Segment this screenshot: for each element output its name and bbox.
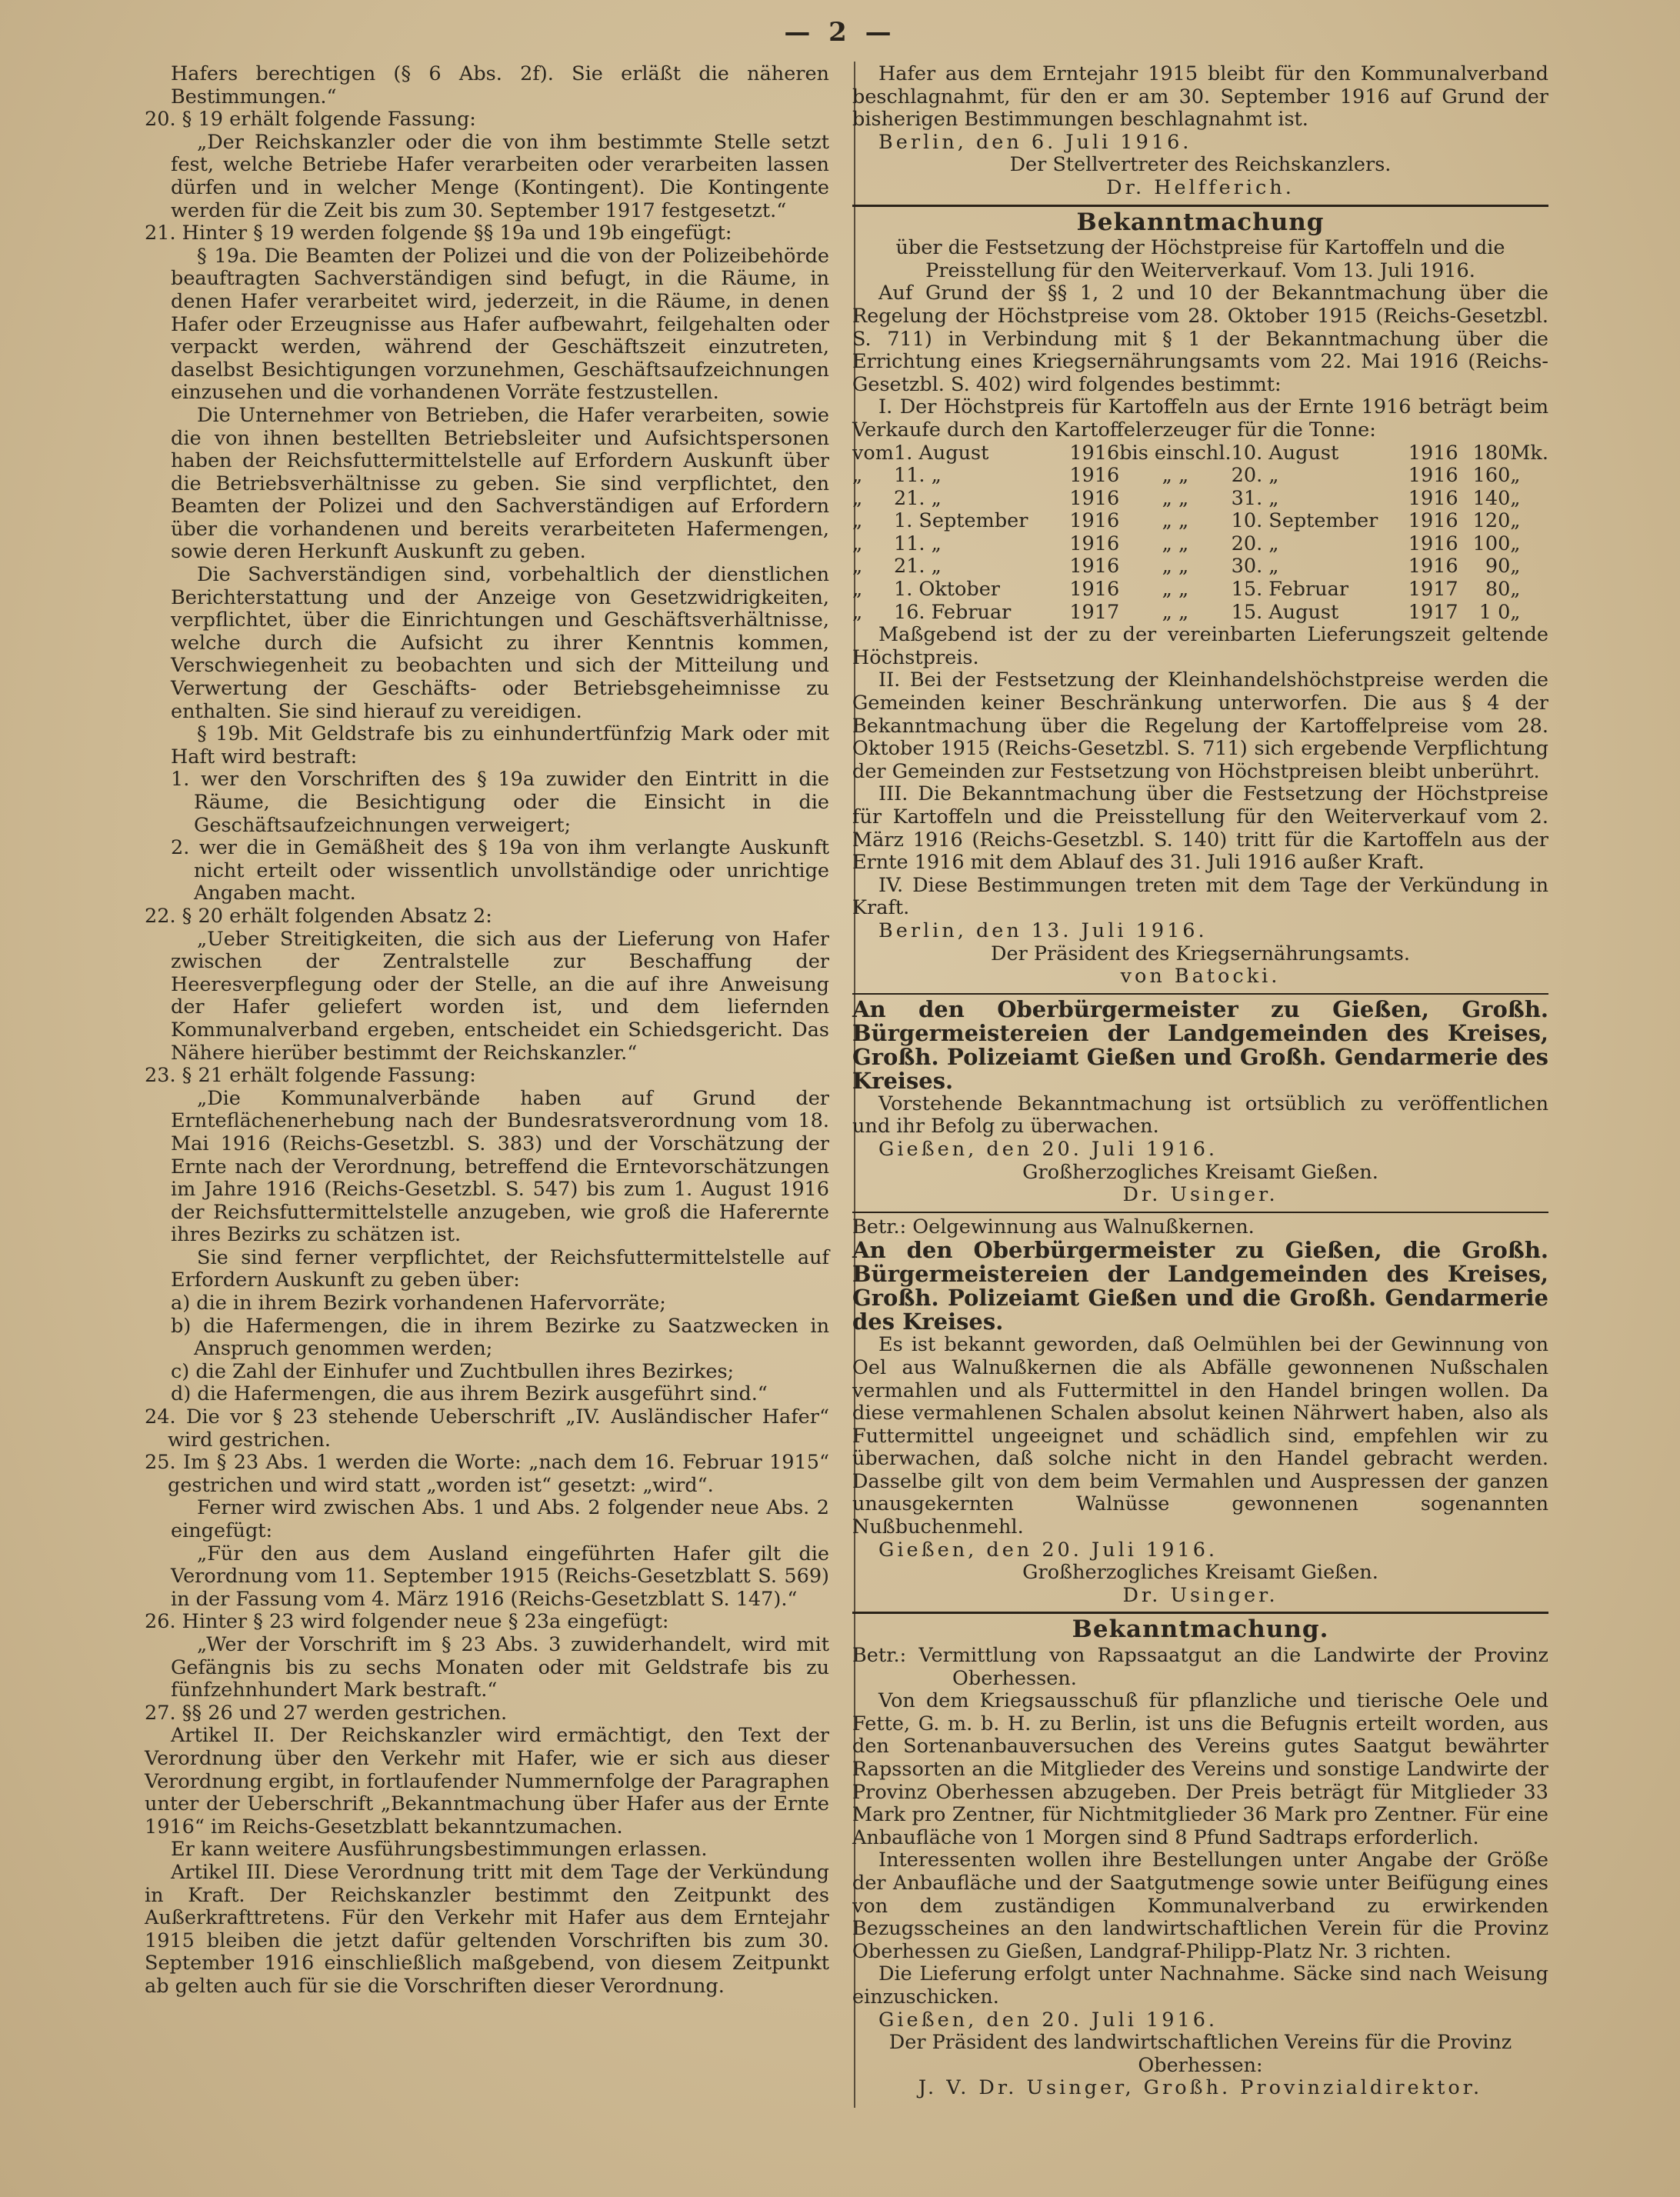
- list-item: 21. Hinter § 19 werden folgende §§ 19a und 19b eingefügt:: [145, 222, 732, 245]
- table-cell: 1 0: [1478, 600, 1511, 624]
- paragraph: Er kann weitere Ausführungsbestimmungen erlassen.: [171, 1838, 708, 1862]
- section-rule: [852, 993, 1548, 995]
- paragraph: IV. Diese Bestimmungen treten mit dem Tage der Verkündung in Kraft.: [852, 873, 1548, 920]
- table-cell: „ „: [1162, 532, 1189, 555]
- table-cell: 120: [1472, 509, 1511, 533]
- table-cell: Mk.: [1510, 441, 1548, 465]
- paragraph: Sie sind ferner verpflichtet, der Reichsfuttermittelstelle auf Erfordern Auskunft zu geben über:: [171, 1245, 829, 1292]
- table-cell: 160: [1472, 464, 1511, 488]
- table-cell: 1917: [1408, 600, 1458, 624]
- table-row: [852, 465, 1548, 488]
- list-item: 25. Im § 23 Abs. 1 werden die Worte: „nach dem 16. Februar 1915“ gestrichen und wird statt „worden ist“ gesetzt: „wird“.: [145, 1451, 829, 1497]
- dateline: Gießen, den 20. Juli 1916.: [878, 1137, 1218, 1161]
- section-rule: [852, 1612, 1548, 1614]
- table-cell: „: [1510, 509, 1521, 533]
- section-heading: Bekanntmachung.: [1072, 1615, 1329, 1644]
- signature: Dr. Usinger.: [1122, 1183, 1278, 1207]
- table-cell: 1916: [1069, 464, 1120, 488]
- dateline: Berlin, den 13. Juli 1916.: [878, 918, 1208, 942]
- signature: J. V. Dr. Usinger, Großh. Provinzialdirektor.: [918, 2076, 1483, 2100]
- table-cell: 11. „: [893, 464, 942, 488]
- table-cell: „ „: [1162, 600, 1189, 624]
- paragraph: Die Lieferung erfolgt unter Nachnahme. Säcke sind nach Weisung einzuschicken.: [852, 1962, 1548, 2009]
- table-cell: vom: [852, 441, 894, 465]
- list-item: a) die in ihrem Bezirk vorhandenen Hafervorräte;: [171, 1292, 666, 1315]
- table-cell: 100: [1472, 532, 1511, 555]
- paragraph: Artikel II. Der Reichskanzler wird ermächtigt, den Text der Verordnung über den Verkehr mit Hafer, wie er sich aus dieser Verordnung ergibt, in fortlaufender Nummernfolge der Paragraphen unter der Ueberschrift „Bekanntmachung über Hafer aus der Ernte 1916“ im Reichs-Gesetzblatt bekanntzumachen.: [145, 1724, 829, 1839]
- table-cell: 80: [1485, 578, 1511, 602]
- paragraph: III. Die Bekanntmachung über die Festsetzung der Höchstpreise für Kartoffeln und die Preisstellung für den Weiterverkauf vom 2. März 1916 (Reichs-Gesetzbl. S. 140) tritt für die Kartoffeln aus der Ernte 1916 mit dem Ablauf des 31. Juli 1916 außer Kraft.: [852, 782, 1548, 875]
- list-item: d) die Hafermengen, die aus ihrem Bezirk ausgeführt sind.“: [171, 1382, 768, 1406]
- table-cell: 20. „: [1231, 532, 1279, 555]
- paragraph: II. Bei der Festsetzung der Kleinhandelshöchstpreise werden die Gemeinden keiner Beschränkung unterworfen. Die aus § 4 der Bekanntmachung über die Regelung der Kartoffelpreise vom 28. Oktober 1915 (Reichs-Gesetzbl. S. 711) sich ergebende Verpflichtung der Gemeinden zur Festsetzung von Höchstpreisen bleibt unberührt.: [852, 668, 1548, 783]
- list-item: 20. § 19 erhält folgende Fassung:: [145, 108, 476, 132]
- paragraph: Es ist bekannt geworden, daß Oelmühlen bei der Gewinnung von Oel aus Walnußkernen die als Abfälle gewonnenen Nußschalen vermahlen und als Futtermittel in den Handel bringen wollen. Da diese vermahlenen Schalen absolut keinen Nährwert haben, also als Futtermittel ungeeignet und schädlich sind, empfehlen wir zu überwachen, daß solche nicht in den Handel gebracht werden. Dasselbe gilt von dem beim Vermahlen und Auspressen der ganzen unausgekernten Walnüsse gewonnenen sogenannten Nußbuchenmehl.: [852, 1333, 1548, 1539]
- table-cell: 21. „: [893, 486, 942, 510]
- section-rule: [852, 205, 1548, 207]
- dateline: Gießen, den 20. Juli 1916.: [878, 1538, 1218, 1562]
- list-item: 26. Hinter § 23 wird folgender neue § 23a eingefügt:: [145, 1610, 669, 1634]
- table-cell: „: [1510, 600, 1521, 624]
- paragraph: Die Unternehmer von Betrieben, die Hafer verarbeiten, sowie die von ihnen bestellten Betriebsleiter und Aufsichtspersonen haben der Reichsfuttermittelstelle auf Erfordern Auskunft über die Betriebsverhältnisse zu geben. Sie sind verpflichtet, den Beamten der Polizei und den Sachverständigen auf Erfordern über die vorhandenen und bereits verarbeiteten Hafermengen, sowie deren Herkunft Auskunft zu geben.: [171, 403, 829, 564]
- table-cell: „: [852, 555, 863, 578]
- list-item: 1. wer den Vorschriften des § 19a zuwider den Eintritt in die Räume, die Besichtigung oder die Einsicht in die Geschäftsaufzeichnungen verweigert;: [171, 768, 829, 837]
- signature: Dr. Usinger.: [1122, 1583, 1278, 1607]
- left-column: [145, 63, 829, 1998]
- table-cell: „: [1510, 555, 1521, 578]
- list-item: c) die Zahl der Einhufer und Zuchtbullen ihres Bezirkes;: [171, 1359, 735, 1383]
- signature-title: Der Stellvertreter des Reichskanzlers.: [1009, 153, 1392, 177]
- table-row: [852, 602, 1548, 625]
- table-cell: „: [852, 486, 863, 510]
- paragraph: „Ueber Streitigkeiten, die sich aus der Lieferung von Hafer zwischen der Zentralstelle zur Beschaffung der Heeresverpflegung oder der Stelle, an die auf ihre Anweisung der Hafer geliefert worden ist, und dem liefernden Kommunalverband ergeben, entscheidet ein Schiedsgericht. Das Nähere hierüber bestimmt der Reichskanzler.“: [171, 927, 829, 1065]
- table-cell: 1916: [1069, 509, 1120, 533]
- table-row: [852, 510, 1548, 533]
- list-item: 22. § 20 erhält folgenden Absatz 2:: [145, 904, 492, 928]
- paragraph: Von dem Kriegsausschuß für pflanzliche und tierische Oele und Fette, G. m. b. H. zu Berlin, ist uns die Befugnis erteilt worden, aus den Sortenanbauversuchen des Vereins gutes Saatgut bewährter Rapssorten an die Mitglieder des Vereins und sonstige Landwirte der Provinz Oberhessen abzugeben. Der Preis beträgt für Mitglieder 33 Mark pro Zentner, für Nichtmitglieder 36 Mark pro Zentner. Für eine Anbaufläche von 1 Morgen sind 8 Pfund Sadtraps erforderlich.: [852, 1689, 1548, 1849]
- table-cell: „: [1510, 464, 1521, 488]
- paragraph: „Für den aus dem Ausland eingeführten Hafer gilt die Verordnung vom 11. September 1915 (Reichs-Gesetzblatt S. 569) in der Fassung vom 4. März 1916 (Reichs-Gesetzblatt S. 147).“: [171, 1542, 829, 1611]
- addressee: An den Oberbürgermeister zu Gießen, die Großh. Bürgermeistereien der Landgemeinden des Kreises, Großh. Polizeiamt Gießen und die Großh. Gendarmerie des Kreises.: [852, 1237, 1548, 1335]
- table-cell: „ „: [1162, 486, 1189, 510]
- table-cell: 1916: [1408, 555, 1458, 578]
- table-cell: „: [852, 578, 863, 602]
- subject-line: Betr.: Vermittlung von Rapssaatgut an die Landwirte der Provinz Oberhessen.: [852, 1644, 1548, 1690]
- paragraph: § 19a. Die Beamten der Polizei und die von der Polizeibehörde beauftragten Sachverständigen sind befugt, in die Räume, in denen Hafer verarbeitet wird, jederzeit, in die Räume, in denen Hafer oder Erzeugnisse aus Hafer aufbewahrt, feilgehalten oder verpackt werden, während der Geschäftszeit einzutreten, daselbst Besichtigungen vorzunehmen, Geschäftsaufzeichnungen einzusehen und die vorhandenen Vorräte festzustellen.: [171, 244, 829, 405]
- signature: Dr. Helfferich.: [1106, 175, 1295, 199]
- table-cell: 1916: [1069, 441, 1120, 465]
- table-cell: „: [1510, 486, 1521, 510]
- subject-line: Betr.: Oelgewinnung aus Walnußkernen.: [852, 1215, 1255, 1239]
- table-cell: „: [1510, 578, 1521, 602]
- paragraph: Interessenten wollen ihre Bestellungen unter Angabe der Größe der Anbaufläche und der Saatgutmenge sowie unter Beifügung eines von dem zuständigen Kommunalverband zu erwirkenden Bezugsscheines an den landwirtschaftlichen Verein für die Provinz Oberhessen zu Gießen, Landgraf-Philipp-Platz Nr. 3 richten.: [852, 1849, 1548, 1963]
- paragraph: Die Sachverständigen sind, vorbehaltlich der dienstlichen Berichterstattung und der Anzeige von Gesetzwidrigkeiten, verpflichtet, über die Einrichtungen und Geschäftsverhältnisse, welche durch die Aufsicht zu ihrer Kenntnis kommen, Verschwiegenheit zu beobachten und sich der Mitteilung und Verwertung der Geschäfts- oder Betriebsgeheimnisse zu enthalten. Sie sind hierauf zu vereidigen.: [171, 563, 829, 723]
- dateline: Berlin, den 6. Juli 1916.: [878, 130, 1192, 154]
- paragraph: § 19b. Mit Geldstrafe bis zu einhundertfünfzig Mark oder mit Haft wird bestraft:: [171, 722, 829, 768]
- paragraph: Maßgebend ist der zu der vereinbarten Lieferungszeit geltende Höchstpreis.: [852, 623, 1548, 669]
- table-row: [852, 578, 1548, 602]
- table-row: [852, 533, 1548, 556]
- paragraph: „Der Reichskanzler oder die von ihm bestimmte Stelle setzt fest, welche Betriebe Hafer verarbeiten oder verarbeiten lassen dürfen und in welcher Menge (Kontingent). Die Kontingente werden für die Zeit bis zum 30. September 1917 festgesetzt.“: [171, 130, 829, 222]
- table-cell: „: [852, 509, 863, 533]
- paragraph: Vorstehende Bekanntmachung ist ortsüblich zu veröffentlichen und ihr Befolg zu überwachen.: [852, 1092, 1548, 1139]
- paragraph: Artikel III. Diese Verordnung tritt mit dem Tage der Verkündung in Kraft. Der Reichskanzler bestimmt den Zeitpunkt des Außerkrafttretens. Für den Verkehr mit Hafer aus dem Erntejahr 1915 bleiben die jetzt dafür geltenden Vorschriften bis zum 30. September 1916 einschließlich maßgebend, von diesem Zeitpunkt ab gelten auch für sie die Vorschriften dieser Verordnung.: [145, 1860, 829, 1998]
- table-cell: 180: [1472, 441, 1511, 465]
- addressee: An den Oberbürgermeister zu Gießen, Großh. Bürgermeistereien der Landgemeinden des Kreises, Großh. Polizeiamt Gießen und Großh. Gendarmerie des Kreises.: [852, 995, 1548, 1094]
- table-cell: 140: [1472, 486, 1511, 510]
- table-cell: 10. August: [1231, 441, 1339, 465]
- table-cell: „: [852, 600, 863, 624]
- list-item: 2. wer die in Gemäßheit des § 19a von ihm verlangte Auskunft nicht erteilt oder wissentlich unvollständige oder unrichtige Angaben macht.: [171, 836, 829, 905]
- signature: von Batocki.: [1120, 965, 1281, 988]
- table-cell: 1916: [1408, 441, 1458, 465]
- table-cell: 1. Oktober: [893, 578, 1000, 602]
- signature-title: Großherzogliches Kreisamt Gießen.: [1022, 1160, 1378, 1184]
- signature-title: Großherzogliches Kreisamt Gießen.: [1022, 1561, 1378, 1585]
- list-item: b) die Hafermengen, die in ihrem Bezirke zu Saatzwecken in Anspruch genommen werden;: [171, 1314, 829, 1361]
- paragraph: „Wer der Vorschrift im § 23 Abs. 3 zuwiderhandelt, wird mit Gefängnis bis zu sechs Monaten oder mit Geldstrafe bis zu fünfzehnhundert Mark bestraft.“: [171, 1632, 829, 1702]
- table-cell: 1917: [1069, 600, 1120, 624]
- paragraph: Auf Grund der §§ 1, 2 und 10 der Bekanntmachung über die Regelung der Höchstpreise vom 28. Oktober 1915 (Reichs-Gesetzbl. S. 711) in Verbindung mit § 1 der Bekanntmachung über die Errichtung eines Kriegsernährungsamts vom 22. Mai 1916 (Reichs-Gesetzbl. S. 402) wird folgendes bestimmt:: [852, 282, 1548, 396]
- table-cell: „ „: [1162, 509, 1189, 533]
- table-cell: 1. September: [893, 509, 1028, 533]
- table-cell: 31. „: [1231, 486, 1279, 510]
- table-cell: bis einschl.: [1119, 441, 1232, 465]
- section-rule: [852, 1212, 1548, 1213]
- table-row: [852, 442, 1548, 465]
- table-cell: 1916: [1408, 464, 1458, 488]
- table-cell: 1916: [1408, 486, 1458, 510]
- paragraph: Hafer aus dem Erntejahr 1915 bleibt für den Kommunalverband beschlagnahmt, für den er am 30. September 1916 auf Grund der bisherigen Bestimmungen beschlagnahmt ist.: [852, 62, 1548, 132]
- table-cell: 90: [1485, 555, 1511, 578]
- table-cell: 1917: [1408, 578, 1458, 602]
- table-cell: 10. September: [1231, 509, 1378, 533]
- table-cell: 1916: [1408, 509, 1458, 533]
- table-cell: 21. „: [893, 555, 942, 578]
- list-item: 23. § 21 erhält folgende Fassung:: [145, 1064, 476, 1088]
- table-cell: 1916: [1069, 532, 1120, 555]
- paragraph: „Die Kommunalverbände haben auf Grund der Ernteflächenerhebung nach der Bundesratsverordnung vom 18. Mai 1916 (Reichs-Gesetzbl. S. 383) und der Vorschätzung der Ernte nach der Verordnung, betreffend die Erntevorschätzungen im Jahre 1916 (Reichs-Gesetzbl. S. 547) bis zum 1. August 1916 der Reichsfuttermittelstelle anzugeben, wie groß die Haferernte ihres Bezirks zu schätzen ist.: [171, 1086, 829, 1247]
- paragraph: über die Festsetzung der Höchstpreise für Kartoffeln und die Preisstellung für den Weiterverkauf. Vom 13. Juli 1916.: [895, 236, 1505, 282]
- table-cell: „ „: [1162, 555, 1189, 578]
- table-cell: 1. August: [893, 441, 989, 465]
- signature-title: Der Präsident des Kriegsernährungsamts.: [991, 942, 1410, 965]
- page-number: — 2 —: [784, 17, 896, 48]
- table-cell: 30. „: [1231, 555, 1279, 578]
- table-cell: 1916: [1408, 532, 1458, 555]
- table-cell: 15. Februar: [1231, 578, 1349, 602]
- price-table: [852, 442, 1548, 625]
- right-column: [852, 63, 1548, 2100]
- dateline: Gießen, den 20. Juli 1916.: [878, 2008, 1218, 2032]
- table-cell: 1916: [1069, 555, 1120, 578]
- table-row: [852, 555, 1548, 578]
- table-cell: 20. „: [1231, 464, 1279, 488]
- section-heading: Bekanntmachung: [1076, 208, 1325, 236]
- paragraph: Hafers berechtigen (§ 6 Abs. 2f). Sie erläßt die näheren Bestimmungen.“: [171, 62, 829, 108]
- table-cell: 1916: [1069, 578, 1120, 602]
- signature-title: Der Präsident des landwirtschaftlichen Vereins für die Provinz Oberhessen:: [888, 2031, 1512, 2077]
- table-cell: „ „: [1162, 578, 1189, 602]
- list-item: 27. §§ 26 und 27 werden gestrichen.: [145, 1701, 508, 1725]
- table-row: [852, 488, 1548, 511]
- table-cell: „: [1510, 532, 1521, 555]
- list-item: 24. Die vor § 23 stehende Ueberschrift „IV. Ausländischer Hafer“ wird gestrichen.: [145, 1405, 829, 1452]
- table-cell: 1916: [1069, 486, 1120, 510]
- paragraph: I. Der Höchstpreis für Kartoffeln aus der Ernte 1916 beträgt beim Verkaufe durch den Kartoffelerzeuger für die Tonne:: [852, 395, 1548, 442]
- table-cell: „ „: [1162, 464, 1189, 488]
- table-cell: 11. „: [893, 532, 942, 555]
- table-cell: „: [852, 464, 863, 488]
- table-cell: 15. August: [1231, 600, 1339, 624]
- paragraph: Ferner wird zwischen Abs. 1 und Abs. 2 folgender neue Abs. 2 eingefügt:: [171, 1496, 829, 1542]
- table-cell: 16. Februar: [893, 600, 1012, 624]
- table-cell: „: [852, 532, 863, 555]
